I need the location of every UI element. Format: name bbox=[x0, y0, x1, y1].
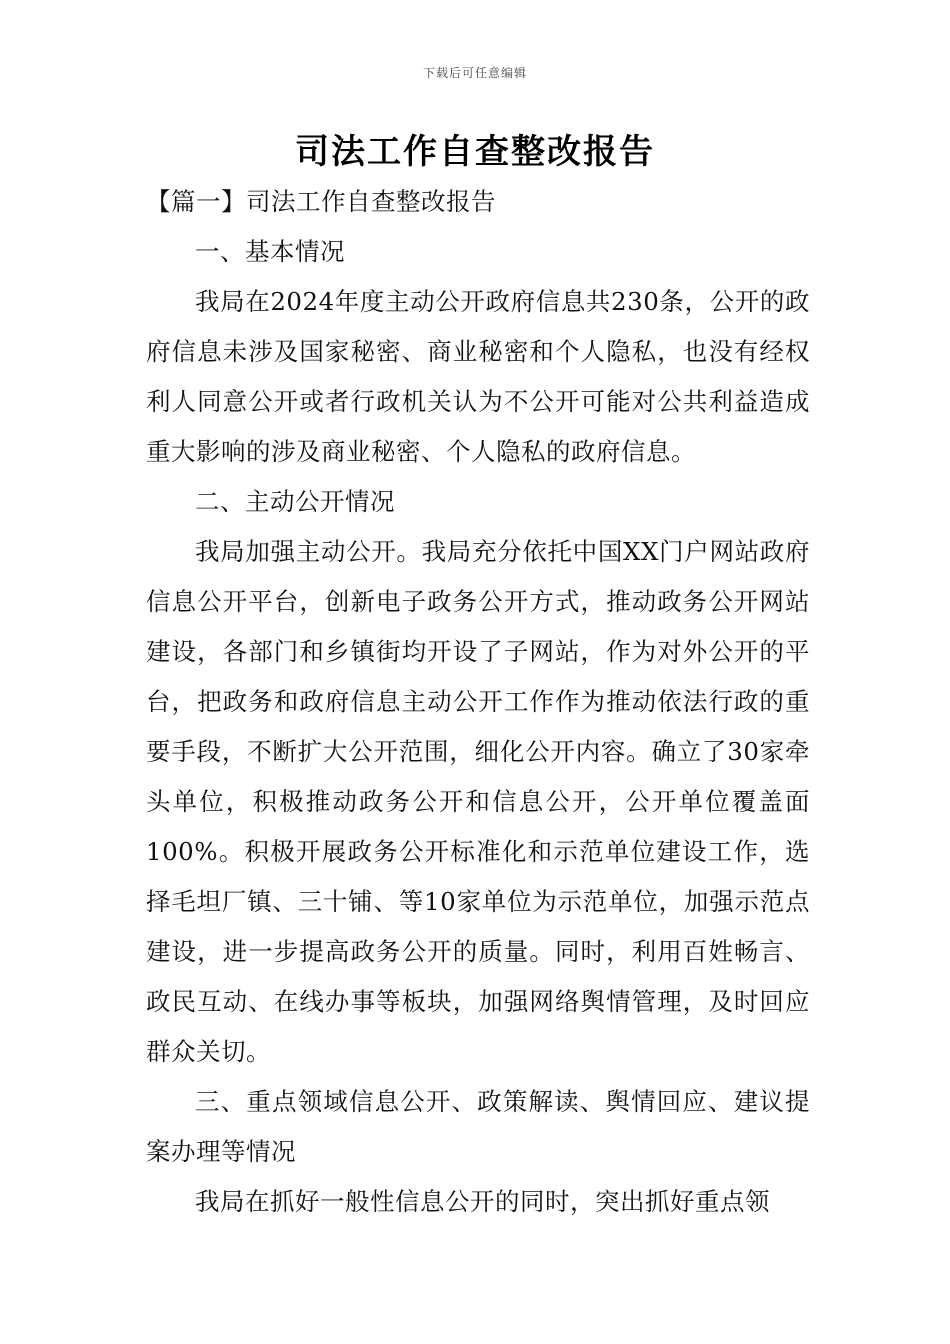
paragraph-key-areas: 我局在抓好一般性信息公开的同时，突出抓好重点领 bbox=[195, 1187, 770, 1216]
section-heading-basic: 一、基本情况 bbox=[195, 237, 345, 266]
part-heading: 【篇一】司法工作自查整改报告 bbox=[146, 187, 496, 216]
header-note: 下载后可任意编辑 bbox=[422, 66, 527, 80]
document-title: 司法工作自查整改报告 bbox=[295, 132, 655, 172]
paragraph-proactive: 我局加强主动公开。我局充分依托中国XX门户网站政府信息公开平台，创新电子政务公开方式，推动政务公开网站建设，各部门和乡镇街均开设了子网站，作为对外公开的平台，把政务和政府信息主动公开工作作为推动依法行政的重要手段，不断扩大公开范围，细化公开内容。确立了30家牵头单位，积极推动政务公开和信息公开，公开单位覆盖面100%。积极开展政务公开标准化和示范单位建设工作，选择毛坦厂镇、三十铺、等10家单位为示范单位，加强示范点建设，进一步提高政务公开的质量。同时，利用百姓畅言、政民互动、在线办事等板块，加强网络舆情管理，及时回应群众关切。 bbox=[146, 537, 810, 1066]
document-body bbox=[146, 177, 810, 1227]
paragraph-basic: 我局在2024年度主动公开政府信息共230条，公开的政府信息未涉及国家秘密、商业秘密和个人隐私，也没有经权利人同意公开或者行政机关认为不公开可能对公共利益造成重大影响的涉及商业秘密、个人隐私的政府信息。 bbox=[146, 287, 810, 466]
section-heading-key-areas: 三、重点领域信息公开、政策解读、舆情回应、建议提案办理等情况 bbox=[146, 1087, 810, 1166]
section-heading-proactive: 二、主动公开情况 bbox=[195, 487, 395, 516]
